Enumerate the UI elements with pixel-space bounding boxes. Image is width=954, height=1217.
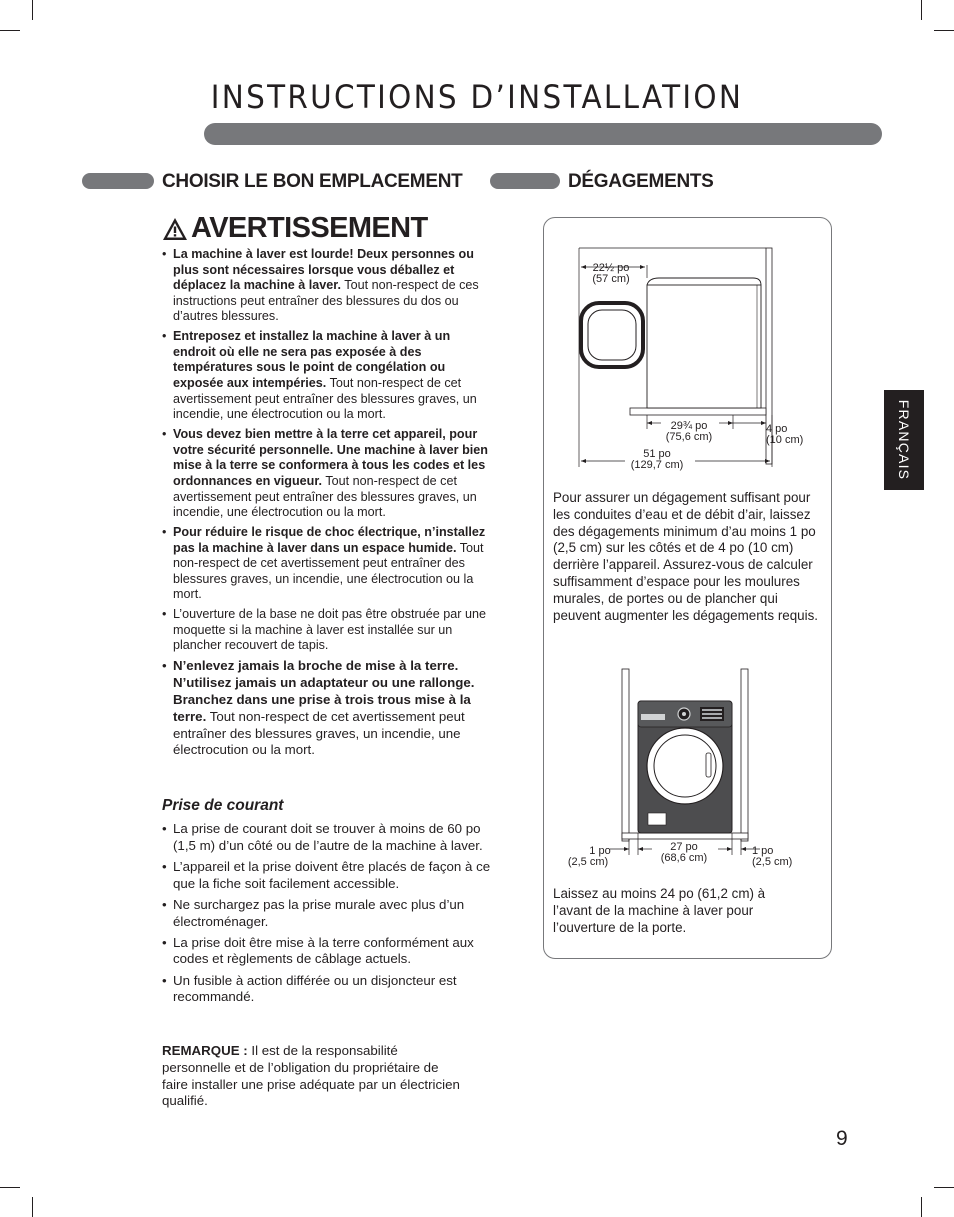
outlet-item: • L’appareil et la prise doivent être placés de façon à ce que la fiche soit facilement accessible. bbox=[162, 859, 492, 893]
section-pill bbox=[490, 173, 560, 189]
outlet-item: • La prise de courant doit se trouver à moins de 60 po (1,5 m) d’un côté ou de l’autre de la machine à laver. bbox=[162, 821, 492, 855]
dim-label: 1 po bbox=[752, 845, 774, 857]
crop-mark bbox=[921, 0, 922, 20]
door-clearance-paragraph: Laissez au moins 24 po (61,2 cm) à l’avant de la machine à laver pour l’ouverture de la porte. bbox=[553, 886, 766, 935]
note bbox=[162, 1043, 462, 1110]
clearance-paragraph: Pour assurer un dégagement suffisant pour les conduites d’eau et de débit d’air, laissez des dégagements minimum d’au moins 1 po (2,5 cm) sur les côtés et de 4 po (10 cm) derrière l’appareil. Assurez-vous de calculer suffisamment d’espace pour les moulures murales, de portes ou de plancher qui peuvent augmenter les dégagements requis. bbox=[553, 490, 819, 623]
section-pill bbox=[82, 173, 154, 189]
crop-mark bbox=[0, 30, 20, 31]
dim-label: 27 po bbox=[670, 841, 698, 853]
dim-label: (75,6 cm) bbox=[665, 431, 713, 443]
dim-label: (2,5 cm) bbox=[752, 856, 793, 868]
dim-label: 29¾ po bbox=[670, 420, 708, 432]
title-bar bbox=[204, 123, 882, 145]
crop-mark bbox=[0, 1187, 20, 1188]
dim-label: (57 cm) bbox=[592, 273, 630, 285]
front-view-diagram bbox=[560, 665, 810, 865]
page-number: 9 bbox=[836, 1127, 848, 1150]
note-label: REMARQUE : bbox=[162, 1043, 248, 1058]
warning-item: • N’enlevez jamais la broche de mise à la terre. N’utilisez jamais un adaptateur ou une rallonge. Branchez dans une prise à trois trous mise à la terre. Tout non-respect de cet avertissement peut entraîner des blessures graves, un incendie, une électrocution ou la mort. bbox=[162, 658, 492, 759]
page-title: INSTRUCTIONS D’INSTALLATION bbox=[210, 78, 744, 116]
warning-item: • Entreposez et installez la machine à laver à un endroit où elle ne sera pas exposée à des températures sous le point de congélation ou exposée aux intempéries. Tout non-respect de cet avertissement peut entraîner des blessures graves, un incendie, une électrocution ou la mort. bbox=[162, 329, 492, 423]
crop-mark bbox=[32, 0, 33, 20]
dim-label: 22½ po bbox=[592, 262, 630, 274]
warning-item: • Pour réduire le risque de choc électrique, n’installez pas la machine à laver dans un espace humide. Tout non-respect de cet avertissement peut entraîner des blessures graves, un incendie, une électrocution ou la mort. bbox=[162, 525, 492, 603]
crop-mark bbox=[32, 1197, 33, 1217]
outlet-list bbox=[162, 821, 492, 1010]
warning-title-text: AVERTISSEMENT bbox=[191, 212, 428, 244]
warning-triangle-icon bbox=[162, 217, 188, 241]
dim-label: (68,6 cm) bbox=[660, 852, 708, 864]
warning-item: • La machine à laver est lourde! Deux personnes ou plus sont nécessaires lorsque vous déballez et déplacez la machine à laver. Tout non-respect de ces instructions peut entraîner des blessures du dos ou d’autres blessures. bbox=[162, 247, 492, 325]
dim-label: (2,5 cm) bbox=[567, 856, 609, 868]
language-tab: FRANÇAIS bbox=[884, 390, 924, 490]
dim-label: (129,7 cm) bbox=[630, 459, 684, 471]
crop-mark bbox=[934, 1187, 954, 1188]
warning-title bbox=[162, 212, 428, 245]
crop-mark bbox=[934, 30, 954, 31]
outlet-heading: Prise de courant bbox=[162, 797, 284, 814]
warning-item: • L’ouverture de la base ne doit pas être obstruée par une moquette si la machine à laver est installée sur un plancher recouvert de tapis. bbox=[162, 607, 492, 654]
outlet-item: • Ne surchargez pas la prise murale avec plus d’un électroménager. bbox=[162, 897, 492, 931]
dim-label: 51 po bbox=[643, 448, 671, 460]
dim-label: 4 po bbox=[766, 423, 788, 435]
outlet-item: • La prise doit être mise à la terre conformément aux codes et règlements de câblage actuels. bbox=[162, 935, 492, 969]
dim-label: (10 cm) bbox=[766, 434, 804, 446]
section-heading-location: CHOISIR LE BON EMPLACEMENT bbox=[162, 171, 463, 192]
outlet-item: • Un fusible à action différée ou un disjoncteur est recommandé. bbox=[162, 973, 492, 1007]
crop-mark bbox=[921, 1197, 922, 1217]
dim-label: 1 po bbox=[589, 845, 611, 857]
warning-item: • Vous devez bien mettre à la terre cet appareil, pour votre sécurité personnelle. Une machine à laver bien mise à la terre se conformera à tous les codes et les ordonnances en vigueur. Tout non-respect de cet avertissement peut entraîner des blessures graves, un incendie, une électrocution ou la mort. bbox=[162, 427, 492, 521]
warning-list bbox=[162, 247, 492, 763]
note-text: Il est de la responsabilité personnelle et de l’obligation du propriétaire de faire installer une prise adéquate par un électricien qualifié. bbox=[162, 1043, 460, 1109]
section-heading-clearances: DÉGAGEMENTS bbox=[568, 171, 714, 192]
